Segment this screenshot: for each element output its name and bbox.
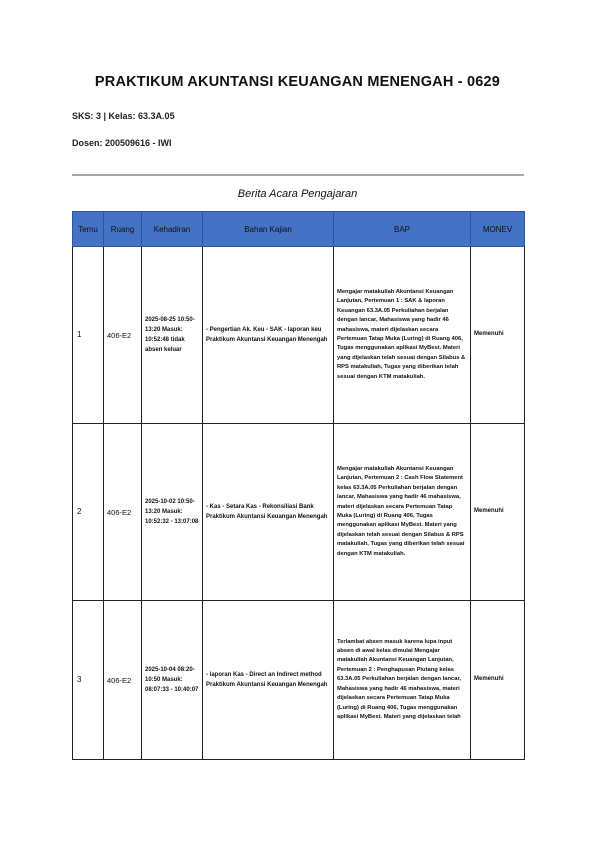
column-header-kehadiran: Kehadiran xyxy=(142,212,203,247)
bap-table xyxy=(72,211,525,760)
cell-kehadiran: 2025-10-04 08:20-10:50 Masuk: 08:07:33 - 10:40:07 xyxy=(142,601,203,760)
column-header-bap: BAP xyxy=(334,212,471,247)
column-header-ruang: Ruang xyxy=(104,212,142,247)
cell-ruang: 406-E2 xyxy=(104,424,142,601)
cell-bahan-kajian: - Pengertian Ak. Keu - SAK - laporan keu Praktikum Akuntansi Keuangan Menengah xyxy=(203,247,334,424)
cell-kehadiran: 2025-10-02 10:50-13:20 Masuk: 10:52:32 - 13:07:08 xyxy=(142,424,203,601)
column-header-bahan-kajian: Bahan Kajian xyxy=(203,212,334,247)
course-title: PRAKTIKUM AKUNTANSI KEUANGAN MENENGAH - 0629 xyxy=(94,74,501,90)
column-header-monev: MONEV xyxy=(471,212,525,247)
cell-monev: Memenuhi xyxy=(471,601,525,760)
table-row xyxy=(73,247,525,424)
cell-monev: Memenuhi xyxy=(471,424,525,601)
table-row xyxy=(73,601,525,760)
cell-ruang: 406-E2 xyxy=(104,247,142,424)
cell-temu: 1 xyxy=(73,247,104,424)
cell-ruang: 406-E2 xyxy=(104,601,142,760)
table-row xyxy=(73,424,525,601)
sks-kelas-info: SKS: 3 | Kelas: 63.3A.05 xyxy=(72,111,175,121)
column-header-temu: Temu xyxy=(73,212,104,247)
cell-kehadiran: 2025-08-25 10:50-13:20 Masuk: 10:52:48 tidak absen keluar xyxy=(142,247,203,424)
table-header-row xyxy=(73,212,525,247)
cell-bap: Terlambat absen masuk karena lupa input absen di awal kelas dimulai Mengajar matakuliah Akuntansi Keuangan Lanjutan, Pertemuan 2 : Penghapusan Piutang kelas 63.3A.05 Perkuliahan berjalan dengan lancar, Mahasiswa yang hadir 46 mahasiswa, materi dijelaskan secara Pertemuan Tatap Muka (Luring) di Ruang 406, Tugas menggunakan aplikasi MyBest. Materi yang dijelaskan telah xyxy=(334,601,471,760)
cell-bahan-kajian: - laporan Kas - Direct an Indirect method Praktikum Akuntansi Keuangan Menengah xyxy=(203,601,334,760)
cell-bahan-kajian: - Kas - Setara Kas - Rekonsiliasi Bank Praktikum Akuntansi Keuangan Menengah xyxy=(203,424,334,601)
cell-temu: 3 xyxy=(73,601,104,760)
cell-monev: Memenuhi xyxy=(471,247,525,424)
cell-temu: 2 xyxy=(73,424,104,601)
cell-bap: Mengajar matakuliah Akuntansi Keuangan Lanjutan, Pertemuan 2 : Cash Flow Statement kelas 63.3A.05 Perkuliahan berjalan dengan lancar, Mahasiswa yang hadir 46 mahasiswa, materi dijelaskan secara Pertemuan Tatap Muka (Luring) di Ruang 406, Tugas menggunakan aplikasi MyBest. Materi yang dijelaskan telah sesuai dengan Silabus & RPS matakuliah, Tugas yang diberikan telah sesuai dengan KTM matakuliah. xyxy=(334,424,471,601)
section-title: Berita Acara Pengajaran xyxy=(237,188,358,200)
cell-bap: Mengajar matakuliah Akuntansi Keuangan Lanjutan, Pertemuan 1 : SAK & laporan Keuangan 63.3A.05 Perkuliahan berjalan dengan lancar, Mahasiswa yang hadir 46 mahasiswa, materi dijelaskan secara Pertemuan Tatap Muka (Luring) di Ruang 406, Tugas menggunakan aplikasi MyBest. Materi yang dijelaskan telah sesuai dengan Silabus & RPS matakuliah, Tugas yang diberikan telah sesuai dengan KTM matakuliah. xyxy=(334,247,471,424)
dosen-info: Dosen: 200509616 - IWI xyxy=(72,138,172,148)
header-divider xyxy=(72,174,524,176)
